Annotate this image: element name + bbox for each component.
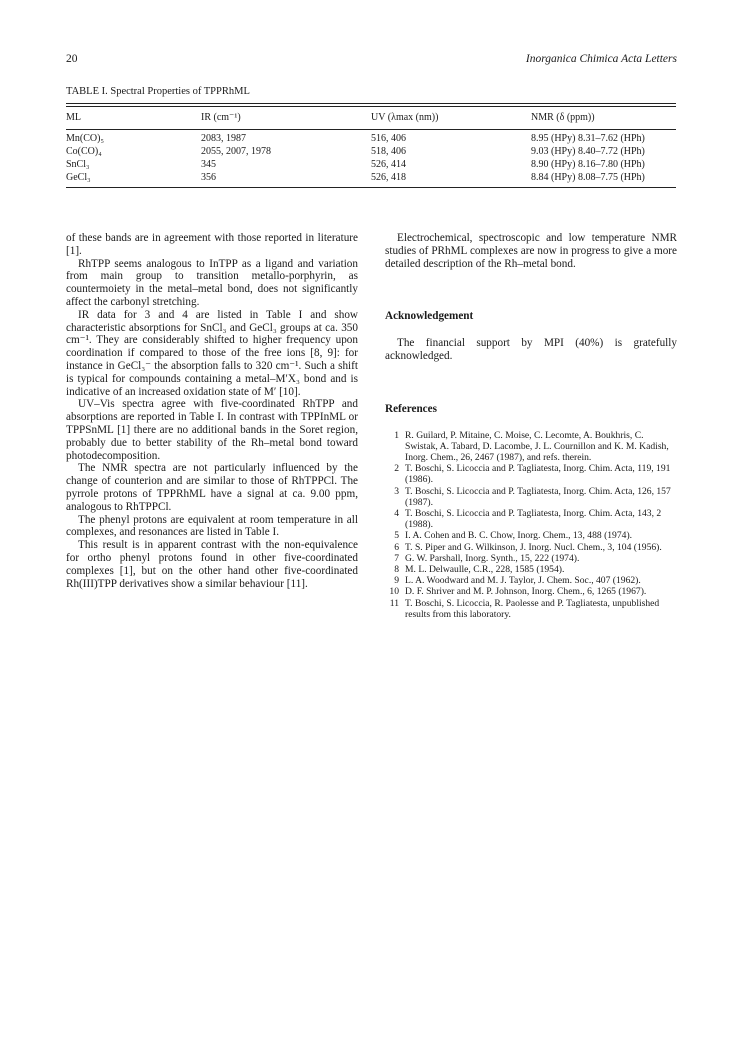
- table-cell: GeCl₃: [66, 172, 91, 183]
- reference-item: [385, 564, 677, 575]
- reference-text: M. L. Delwaulle, C.R., 228, 1585 (1954).: [405, 564, 565, 576]
- reference-number: 2: [394, 463, 399, 475]
- paragraph: RhTPP seems analogous to InTPP as a ligand and variation from main group to transition metallo-porphyrin, as countermoiety in the metal–metal bond, does not significantly affect the carbonyl stretching.: [66, 257, 358, 308]
- reference-text: T. Boschi, S. Licoccia, R. Paolesse and P. Tagliatesta, unpublished results from this laboratory.: [405, 597, 660, 620]
- table-cell: Mn(CO)₅: [66, 133, 104, 144]
- acknowledgement-heading: Acknowledgement: [385, 310, 474, 323]
- col-header-ml: ML: [66, 112, 81, 123]
- reference-text: I. A. Cohen and B. C. Chow, Inorg. Chem., 13, 488 (1974).: [405, 530, 633, 542]
- table-cell: 345: [201, 159, 216, 170]
- reference-number: 8: [394, 564, 399, 576]
- table-body: [66, 130, 676, 187]
- reference-item: [385, 598, 677, 620]
- paragraph: This result is in apparent contrast with the non-equivalence for ortho phenyl protons found in other five-coordinated complexes [1], but on the other hand other five-coordinated Rh(III)TPP derivatives show a similar behaviour [11].: [66, 539, 358, 590]
- table-cell: 8.84 (HPy) 8.08–7.75 (HPh): [531, 172, 645, 183]
- paragraph: Electrochemical, spectroscopic and low temperature NMR studies of PRhML complexes are now in progress to give a more detailed description of the Rh–metal bond.: [385, 232, 677, 270]
- reference-number: 4: [394, 508, 399, 519]
- table-cell: 526, 418: [371, 172, 406, 183]
- reference-text: R. Guilard, P. Mitaine, C. Moise, C. Lecomte, A. Boukhris, C. Swistak, A. Tabard, D. Lacombe, J. L. Cournillon and K. M. Kadish, Inorg. Chem., 26, 2467 (1987), and refs. therein.: [405, 429, 669, 463]
- table-cell: 8.95 (HPy) 8.31–7.62 (HPh): [531, 133, 645, 144]
- reference-item: [385, 463, 677, 485]
- reference-number: 10: [389, 586, 399, 598]
- page-number: 20: [66, 53, 78, 65]
- table-row: [66, 145, 676, 158]
- reference-text: T. Boschi, S. Licoccia and P. Tagliatesta, Inorg. Chim. Acta, 143, 2 (1988).: [405, 508, 662, 531]
- reference-number: 5: [394, 530, 399, 542]
- table-cell: 518, 406: [371, 146, 406, 157]
- reference-number: 3: [394, 485, 399, 497]
- reference-text: L. A. Woodward and M. J. Taylor, J. Chem. Soc., 407 (1962).: [405, 575, 641, 587]
- paragraph: IR data for 3 and 4 are listed in Table I and show characteristic absorptions for SnCl₃ and GeCl₃ groups at ca. 350 cm⁻¹. They are considerably shifted to higher frequency upon coordination if compared to those of the free ions [8, 9]: for instance in GeCl₃⁻ the absorption falls to 320 cm⁻¹. Such a shift is typical for compounds containing a metal–M′X₃ bond and is indicative of an increased oxidation state of M′ [10].: [66, 308, 358, 398]
- table-cell: Co(CO)₄: [66, 146, 102, 157]
- table-row: [66, 158, 676, 171]
- table-cell: 8.90 (HPy) 8.16–7.80 (HPh): [531, 159, 645, 170]
- table-row: [66, 171, 676, 184]
- reference-item: [385, 530, 677, 541]
- reference-item: [385, 553, 677, 564]
- table-cell: 9.03 (HPy) 8.40–7.72 (HPh): [531, 146, 645, 157]
- table-top-rule: [66, 103, 676, 104]
- reference-item: [385, 542, 677, 553]
- reference-item: [385, 486, 677, 508]
- references-heading: References: [385, 402, 437, 415]
- left-column: [66, 232, 358, 590]
- table-row: [66, 132, 676, 145]
- paragraph: of these bands are in agreement with those reported in literature [1].: [66, 232, 358, 257]
- table-header-row: [66, 107, 676, 129]
- right-column: [385, 232, 677, 620]
- reference-number: 6: [394, 541, 399, 553]
- reference-item: [385, 430, 677, 464]
- col-header-uv: UV (λmax (nm)): [371, 112, 439, 123]
- reference-item: [385, 586, 677, 597]
- journal-title: Inorganica Chimica Acta Letters: [525, 53, 677, 65]
- reference-number: 1: [394, 429, 399, 441]
- table-bottom-rule: [66, 187, 676, 188]
- reference-number: 9: [394, 575, 399, 587]
- col-header-nmr: NMR (δ (ppm)): [531, 112, 595, 123]
- spectral-table: [66, 103, 676, 188]
- table-cell: SnCl₃: [66, 159, 90, 170]
- table-cell: 516, 406: [371, 133, 406, 144]
- col-header-ir: IR (cm⁻¹): [201, 112, 241, 123]
- reference-text: T. S. Piper and G. Wilkinson, J. Inorg. Nucl. Chem., 3, 104 (1956).: [405, 541, 662, 553]
- table-cell: 2083, 1987: [201, 133, 246, 144]
- acknowledgement-text: The financial support by MPI (40%) is gratefully acknowledged.: [385, 337, 677, 362]
- paragraph: The phenyl protons are equivalent at room temperature in all complexes, and resonances are listed in Table I.: [66, 513, 358, 539]
- reference-item: [385, 575, 677, 586]
- table-cell: 526, 414: [371, 159, 406, 170]
- table-cell: 356: [201, 172, 216, 183]
- paragraph: UV–Vis spectra agree with five-coordinated RhTPP and absorptions are reported in Table I. In contrast with TPPInML or TPPSnML [1] there are no additional bands in the Soret region, probably due to better stability of the Rh–metal bond toward photodecomposition.: [66, 398, 358, 462]
- reference-number: 11: [389, 597, 399, 609]
- reference-number: 7: [394, 552, 399, 564]
- reference-text: T. Boschi, S. Licoccia and P. Tagliatesta, Inorg. Chim. Acta, 126, 157 (1987).: [405, 485, 671, 508]
- table-caption: TABLE I. Spectral Properties of TPPRhML: [66, 86, 250, 97]
- reference-item: [385, 508, 677, 530]
- table-cell: 2055, 2007, 1978: [201, 146, 271, 157]
- reference-text: T. Boschi, S. Licoccia and P. Tagliatesta, Inorg. Chim. Acta, 119, 191 (1986).: [405, 463, 671, 486]
- reference-text: G. W. Parshall, Inorg. Synth., 15, 222 (1974).: [405, 552, 580, 564]
- paragraph: The NMR spectra are not particularly influenced by the change of counterion and are similar to those of RhTPPCl. The pyrrole protons of TPPRhML have a signal at ca. 9.00 ppm, analogous to RhTPPCl.: [66, 462, 358, 513]
- reference-text: D. F. Shriver and M. P. Johnson, Inorg. Chem., 6, 1265 (1967).: [405, 586, 647, 598]
- reference-list: [385, 430, 677, 620]
